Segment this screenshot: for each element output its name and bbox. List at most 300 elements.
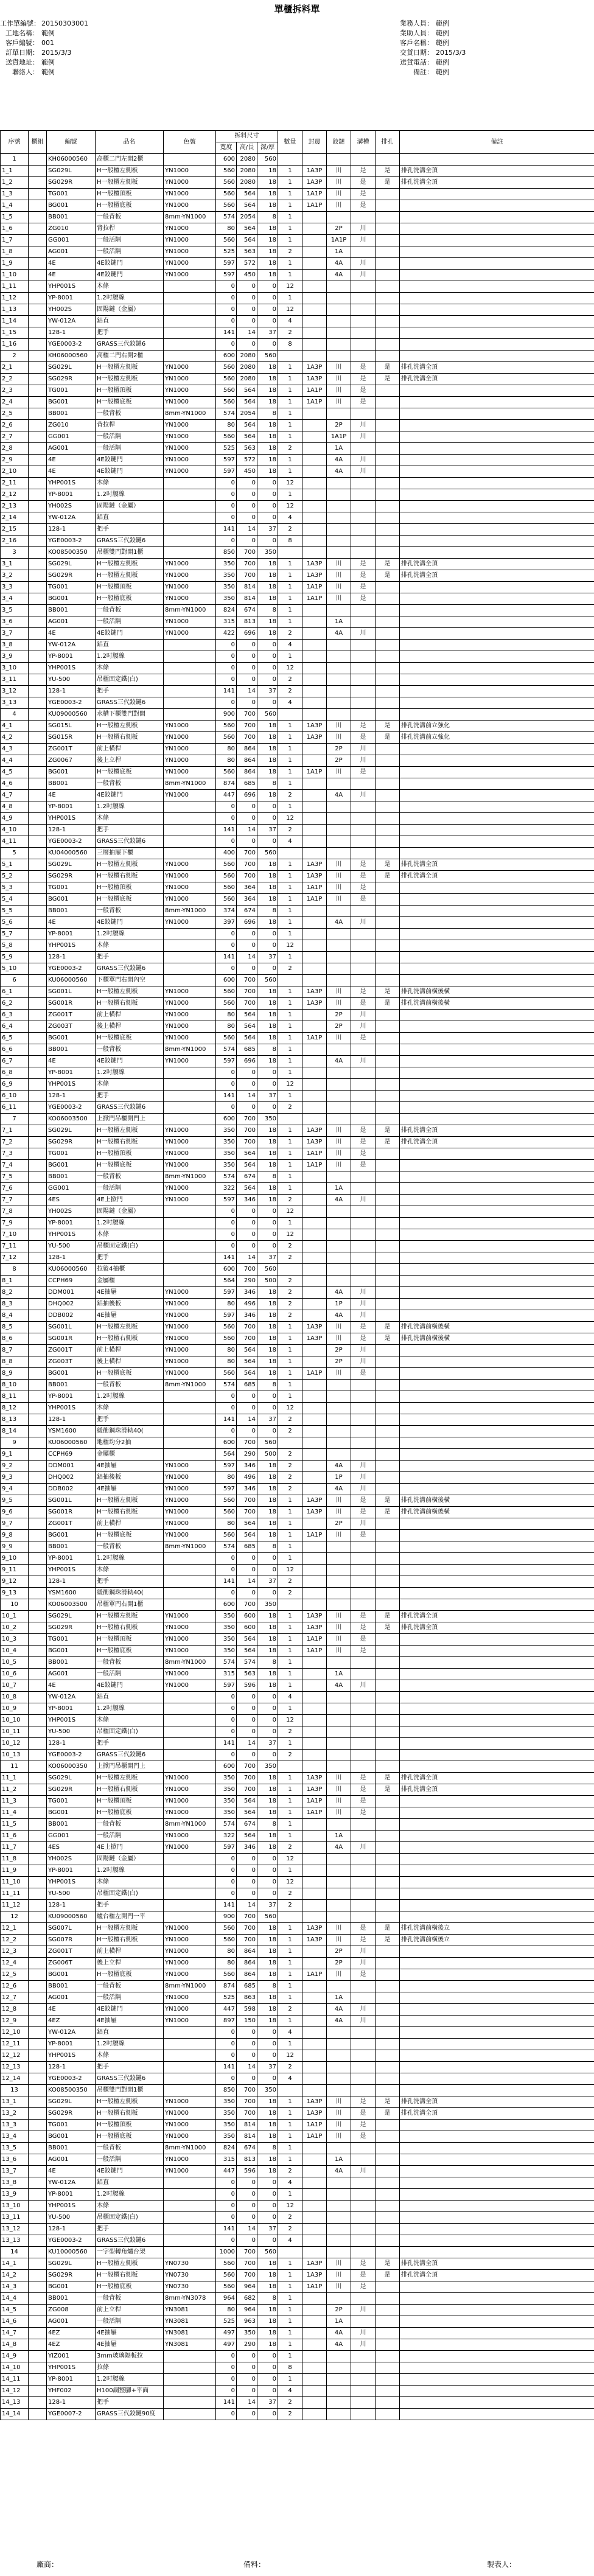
row-height: 0 [237, 640, 257, 651]
group-empty-cell [302, 1264, 327, 1276]
row-name: GRASS三代鉸鏈6 [96, 339, 164, 351]
row-drill: 1A [327, 1831, 351, 1842]
row-seq: 3_4 [1, 593, 29, 605]
row-drill: 川 [327, 2096, 351, 2108]
row-height: 563 [237, 1669, 257, 1680]
row-depth: 18 [257, 1923, 278, 1935]
row-note [400, 1946, 594, 1958]
row-qty: 1 [278, 1322, 302, 1333]
row-drill: 川 [327, 882, 351, 894]
row-hole: 是 [376, 166, 400, 177]
table-row [1, 2351, 594, 2362]
group-cabinet [29, 2085, 47, 2096]
row-cabinet [29, 1495, 47, 1507]
row-note: 排孔洗溝全頂 [400, 859, 594, 871]
row-name: H一般櫃左側板 [96, 177, 164, 189]
row-code: SG015R [47, 732, 96, 744]
row-depth: 37 [257, 2062, 278, 2073]
row-qty: 1 [278, 1010, 302, 1021]
row-seq: 13_8 [1, 2177, 29, 2189]
row-cabinet [29, 1287, 47, 1299]
row-hole [376, 1680, 400, 1692]
group-empty-cell [376, 1761, 400, 1773]
row-name: 一般背板 [96, 1819, 164, 1831]
row-color [164, 339, 216, 351]
row-hole [376, 882, 400, 894]
row-code: SG029R [47, 2270, 96, 2281]
row-seq: 12_5 [1, 1969, 29, 1981]
row-name: H一般櫃頂板 [96, 1634, 164, 1646]
row-name: 一般背板 [96, 1981, 164, 1992]
table-row [1, 1576, 594, 1588]
row-hole [376, 1888, 400, 1900]
row-note [400, 801, 594, 813]
row-color: YN1000 [164, 270, 216, 281]
row-name: 1.2吋腰線 [96, 929, 164, 940]
row-qty: 2 [278, 327, 302, 339]
row-depth: 18 [257, 2166, 278, 2177]
row-slot [351, 1669, 376, 1680]
row-seq: 11_5 [1, 1819, 29, 1831]
row-color: YN1000 [164, 1195, 216, 1206]
row-code: 4E [47, 1056, 96, 1067]
row-drill: 4A [327, 466, 351, 478]
row-code: CCPH69 [47, 1276, 96, 1287]
group-depth: 560 [257, 1264, 278, 1276]
row-note: 排孔洗溝全頂 [400, 1773, 594, 1784]
row-name: 一般活隔 [96, 246, 164, 258]
row-qty: 2 [278, 2062, 302, 2073]
row-seal [302, 1831, 327, 1842]
row-color: YN1000 [164, 593, 216, 605]
row-code: YP-8001 [47, 929, 96, 940]
row-depth: 0 [257, 651, 278, 663]
table-row [1, 825, 594, 836]
row-name: GRASS三代鉸鏈6 [96, 836, 164, 848]
row-code: YGE0003-2 [47, 2235, 96, 2247]
row-height: 350 [237, 2328, 257, 2339]
row-width: 824 [216, 2143, 237, 2154]
table-row [1, 1091, 594, 1102]
row-qty: 1 [278, 1368, 302, 1380]
row-color: YN1000 [164, 986, 216, 998]
row-seal: 1A1P [302, 200, 327, 212]
row-hole [376, 212, 400, 223]
row-code: SG029L [47, 362, 96, 374]
row-cabinet [29, 582, 47, 593]
row-depth: 0 [257, 2235, 278, 2247]
row-height: 700 [237, 998, 257, 1010]
row-slot: 是 [351, 177, 376, 189]
row-seal [302, 1484, 327, 1495]
row-height: 700 [237, 1935, 257, 1946]
row-seal: 1A1P [302, 1530, 327, 1541]
row-depth: 18 [257, 790, 278, 801]
row-seal [302, 2166, 327, 2177]
row-width: 0 [216, 674, 237, 686]
row-width: 560 [216, 1033, 237, 1044]
row-seq: 2_5 [1, 408, 29, 420]
row-name: 吊櫃固定鐵(白) [96, 1888, 164, 1900]
row-height: 564 [237, 1183, 257, 1195]
row-qty: 8 [278, 536, 302, 547]
table-row [1, 1726, 594, 1738]
row-color [164, 524, 216, 536]
row-seq: 13_1 [1, 2096, 29, 2108]
row-cabinet [29, 2386, 47, 2397]
row-cabinet [29, 327, 47, 339]
header_right-value-5: 範例 [436, 68, 449, 76]
row-code: 128-1 [47, 524, 96, 536]
group-seq: 1 [1, 154, 29, 166]
row-depth: 18 [257, 1935, 278, 1946]
row-slot: 川 [351, 2004, 376, 2016]
row-name: 一般背板 [96, 906, 164, 917]
row-slot: 川 [351, 628, 376, 640]
row-note [400, 397, 594, 408]
row-seal: 1A3P [302, 998, 327, 1010]
group-height: 700 [237, 1437, 257, 1449]
row-note [400, 246, 594, 258]
row-color [164, 1692, 216, 1703]
row-code: YP-8001 [47, 651, 96, 663]
row-qty: 2 [278, 443, 302, 455]
table-row [1, 1171, 594, 1183]
row-code: YGE0007-2 [47, 2409, 96, 2420]
row-hole [376, 2397, 400, 2409]
row-slot: 川 [351, 235, 376, 246]
row-qty: 1 [278, 1831, 302, 1842]
row-seal [302, 1819, 327, 1831]
row-note [400, 1426, 594, 1437]
row-hole [376, 605, 400, 616]
row-code: TG001 [47, 1148, 96, 1160]
row-slot: 是 [351, 1507, 376, 1518]
row-qty: 1 [278, 1646, 302, 1657]
row-seal [302, 2189, 327, 2201]
row-depth: 18 [257, 616, 278, 628]
row-qty: 1 [278, 1380, 302, 1391]
row-seal [302, 1426, 327, 1437]
table-row [1, 166, 594, 177]
row-note [400, 1472, 594, 1484]
row-hole [376, 2189, 400, 2201]
row-color: 8mm-YN1000 [164, 778, 216, 790]
row-seq: 3_11 [1, 674, 29, 686]
row-height: 572 [237, 455, 257, 466]
row-code: BB001 [47, 906, 96, 917]
row-hole: 是 [376, 2258, 400, 2270]
row-code: TG001 [47, 582, 96, 593]
row-depth: 500 [257, 1276, 278, 1287]
row-depth: 18 [257, 1484, 278, 1495]
row-hole: 是 [376, 1622, 400, 1634]
row-width: 560 [216, 1969, 237, 1981]
row-note [400, 2177, 594, 2189]
row-cabinet [29, 882, 47, 894]
row-seal [302, 258, 327, 270]
row-note: 排孔洗溝前橫後立 [400, 1923, 594, 1935]
table-row [1, 2386, 594, 2397]
row-qty: 1 [278, 1391, 302, 1403]
row-width: 574 [216, 1819, 237, 1831]
group-empty-cell [351, 975, 376, 986]
row-slot [351, 281, 376, 293]
row-code: SG029L [47, 859, 96, 871]
row-color [164, 281, 216, 293]
row-depth: 0 [257, 2374, 278, 2386]
row-slot: 川 [351, 1680, 376, 1692]
group-seq: 4 [1, 709, 29, 721]
row-seal [302, 674, 327, 686]
row-height: 346 [237, 1195, 257, 1206]
table-row [1, 536, 594, 547]
row-width: 574 [216, 212, 237, 223]
row-drill: 1P [327, 1472, 351, 1484]
row-cabinet [29, 1634, 47, 1646]
col-height: 高/長 [237, 142, 257, 154]
row-drill: 川 [327, 1923, 351, 1935]
row-slot [351, 212, 376, 223]
row-note [400, 281, 594, 293]
row-depth: 18 [257, 1495, 278, 1507]
group-empty-cell [400, 2247, 594, 2258]
table-row [1, 1646, 594, 1657]
row-code: 4E [47, 258, 96, 270]
row-slot [351, 1067, 376, 1079]
row-qty: 1 [278, 1634, 302, 1646]
row-seal: 1A3P [302, 1507, 327, 1518]
row-cabinet [29, 1218, 47, 1229]
row-color [164, 651, 216, 663]
row-depth: 0 [257, 1865, 278, 1877]
header_left-field-1 [0, 28, 55, 38]
row-seal [302, 1553, 327, 1565]
row-name: 4E鉸鏈門 [96, 1680, 164, 1692]
row-slot: 是 [351, 1530, 376, 1541]
row-cabinet [29, 986, 47, 998]
row-depth: 18 [257, 1807, 278, 1819]
row-seq: 11_7 [1, 1842, 29, 1854]
row-seq: 1_16 [1, 339, 29, 351]
row-hole [376, 2339, 400, 2351]
row-width: 560 [216, 882, 237, 894]
group-seq: 8 [1, 1264, 29, 1276]
row-drill: 4A [327, 2004, 351, 2016]
row-seal [302, 1750, 327, 1761]
group-code: KO08500350 [47, 547, 96, 559]
row-depth: 18 [257, 1634, 278, 1646]
row-note [400, 1218, 594, 1229]
row-qty: 2 [278, 825, 302, 836]
row-code: YU-500 [47, 1241, 96, 1252]
row-slot [351, 246, 376, 258]
row-seal: 1A3P [302, 2108, 327, 2120]
row-depth: 18 [257, 258, 278, 270]
row-height: 864 [237, 1946, 257, 1958]
row-note [400, 882, 594, 894]
row-cabinet [29, 166, 47, 177]
row-drill: 川 [327, 2120, 351, 2131]
row-qty: 1 [278, 489, 302, 501]
row-depth: 0 [257, 1726, 278, 1738]
row-width: 322 [216, 1831, 237, 1842]
row-hole [376, 1726, 400, 1738]
row-depth: 0 [257, 2039, 278, 2050]
row-code: TG001 [47, 189, 96, 200]
row-width: 560 [216, 385, 237, 397]
row-note: 排孔洗溝前橫後橫 [400, 998, 594, 1010]
row-seq: 6_10 [1, 1091, 29, 1102]
table-row [1, 963, 594, 975]
row-height: 564 [237, 1831, 257, 1842]
row-name: 4E抽屜 [96, 2016, 164, 2027]
row-name: H一般櫃左側板 [96, 166, 164, 177]
row-color: YN1000 [164, 1137, 216, 1148]
row-seal [302, 339, 327, 351]
row-color [164, 2212, 216, 2224]
row-slot: 是 [351, 882, 376, 894]
row-drill: 2P [327, 1946, 351, 1958]
row-seq: 2_15 [1, 524, 29, 536]
row-seal [302, 524, 327, 536]
row-name: H一般櫃底板 [96, 593, 164, 605]
row-note [400, 189, 594, 200]
table-row [1, 917, 594, 929]
row-note [400, 1726, 594, 1738]
row-slot [351, 1831, 376, 1842]
row-color [164, 2073, 216, 2085]
row-hole [376, 1588, 400, 1599]
table-row [1, 431, 594, 443]
row-width: 141 [216, 1900, 237, 1911]
group-width: 900 [216, 1911, 237, 1923]
row-drill [327, 2189, 351, 2201]
row-slot [351, 1981, 376, 1992]
row-color: YN1000 [164, 1946, 216, 1958]
row-seq: 9_5 [1, 1495, 29, 1507]
row-note [400, 1981, 594, 1992]
row-qty: 1 [278, 1981, 302, 1992]
row-height: 0 [237, 1391, 257, 1403]
row-slot: 是 [351, 1033, 376, 1044]
row-note [400, 293, 594, 304]
row-drill: 川 [327, 2270, 351, 2281]
row-name: 前上橫桿 [96, 1345, 164, 1356]
row-note: 排孔洗溝全頂 [400, 374, 594, 385]
row-width: 560 [216, 1923, 237, 1935]
row-code: YH002S [47, 1206, 96, 1218]
row-seq: 4_4 [1, 755, 29, 767]
row-drill: 川 [327, 582, 351, 593]
row-code: AG001 [47, 246, 96, 258]
header_left-field-0 [0, 18, 88, 28]
row-height: 685 [237, 1044, 257, 1056]
row-depth: 18 [257, 628, 278, 640]
row-color [164, 1067, 216, 1079]
row-height: 598 [237, 2004, 257, 2016]
table-row [1, 316, 594, 327]
cabinet-group-row [1, 2085, 594, 2096]
row-slot: 是 [351, 1646, 376, 1657]
group-seq: 11 [1, 1761, 29, 1773]
row-hole [376, 1854, 400, 1865]
row-name: H一般櫃右側板 [96, 1784, 164, 1796]
row-cabinet [29, 2409, 47, 2420]
row-depth: 18 [257, 2154, 278, 2166]
row-height: 596 [237, 2166, 257, 2177]
group-width: 900 [216, 709, 237, 721]
row-drill [327, 836, 351, 848]
row-note [400, 2386, 594, 2397]
group-empty-cell [400, 1599, 594, 1611]
row-width: 80 [216, 2305, 237, 2316]
row-code: ZG010 [47, 420, 96, 431]
table-row [1, 281, 594, 293]
row-seal [302, 1218, 327, 1229]
row-height: 864 [237, 755, 257, 767]
row-seq: 10_1 [1, 1611, 29, 1622]
row-qty: 1 [278, 385, 302, 397]
row-qty: 2 [278, 1287, 302, 1299]
row-name: 木條 [96, 2050, 164, 2062]
row-hole: 是 [376, 732, 400, 744]
row-height: 14 [237, 1414, 257, 1426]
row-slot [351, 524, 376, 536]
row-color: 8mm-YN1000 [164, 1657, 216, 1669]
row-cabinet [29, 1565, 47, 1576]
row-hole [376, 813, 400, 825]
table-row [1, 2235, 594, 2247]
row-width: 0 [216, 1750, 237, 1761]
row-seal [302, 431, 327, 443]
row-note: 排孔洗溝全頂 [400, 1611, 594, 1622]
col-cabinet: 櫃組 [29, 131, 47, 154]
row-width: 0 [216, 316, 237, 327]
row-code: SG001L [47, 986, 96, 998]
row-width: 0 [216, 801, 237, 813]
row-color [164, 940, 216, 952]
row-qty: 12 [278, 1854, 302, 1865]
row-height: 813 [237, 616, 257, 628]
row-seq: 11_8 [1, 1854, 29, 1865]
row-seq: 6_2 [1, 998, 29, 1010]
row-drill: 川 [327, 1148, 351, 1160]
row-seal [302, 2154, 327, 2166]
row-seal [302, 2339, 327, 2351]
row-cabinet [29, 1553, 47, 1565]
row-seal: 1A3P [302, 559, 327, 570]
row-seq: 6_1 [1, 986, 29, 998]
row-seq: 3_8 [1, 640, 29, 651]
row-seq: 9_8 [1, 1530, 29, 1541]
row-width: 874 [216, 1981, 237, 1992]
row-drill [327, 640, 351, 651]
row-slot [351, 1449, 376, 1461]
group-empty-cell [351, 1911, 376, 1923]
row-hole [376, 258, 400, 270]
row-code: 128-1 [47, 1414, 96, 1426]
header_left-field-2 [0, 38, 54, 47]
row-note [400, 836, 594, 848]
row-code: BB001 [47, 1044, 96, 1056]
row-cabinet [29, 2212, 47, 2224]
row-code: 128-1 [47, 686, 96, 697]
row-seq: 12_8 [1, 2004, 29, 2016]
row-seq: 10_12 [1, 1738, 29, 1750]
row-note [400, 1033, 594, 1044]
row-slot [351, 1171, 376, 1183]
